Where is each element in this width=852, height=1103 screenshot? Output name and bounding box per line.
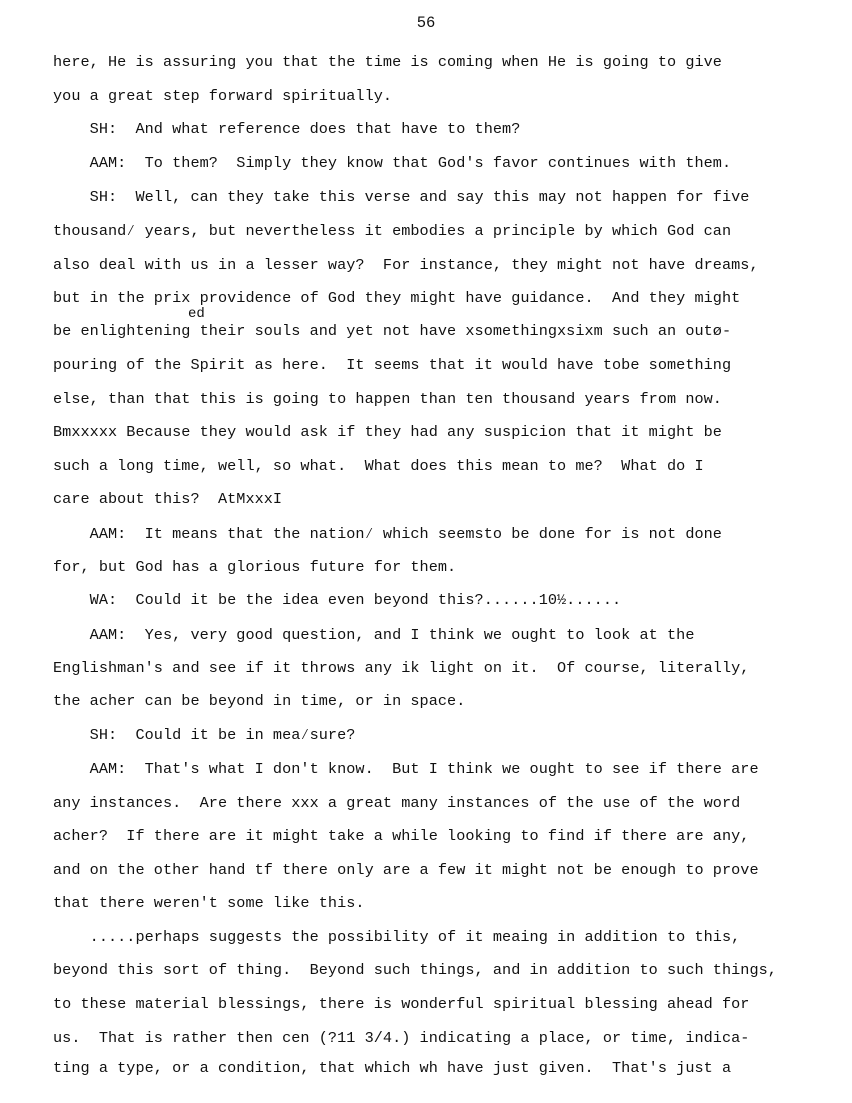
text-line: care about this? AtMxxxI xyxy=(53,490,283,508)
text-line: Englishman's and see if it throws any ik light on it. Of course, literally, xyxy=(53,659,750,677)
text-line: acher? If there are it might take a while looking to find if there are any, xyxy=(53,827,750,845)
text-line: the acher can be beyond in time, or in space. xyxy=(53,692,466,710)
text-line: for, but God has a glorious future for them. xyxy=(53,558,457,576)
text-line: AAM: To them? Simply they know that God's favor continues with them. xyxy=(53,154,732,172)
text-line: also deal with us in a lesser way? For instance, they might not have dreams, xyxy=(53,256,759,274)
text-line: SH: Well, can they take this verse and say this may not happen for five xyxy=(53,188,750,206)
text-line: .....perhaps suggests the possibility of it meaing in addition to this, xyxy=(53,928,741,946)
text-line: SH: Could it be in mea⁄sure? xyxy=(53,726,356,744)
text-line: and on the other hand tf there only are a few it might not be enough to prove xyxy=(53,861,759,879)
text-line: be enlightening their souls and yet not have xsomethingxsixm such an outø- xyxy=(53,322,732,340)
text-line: Bmxxxxx Because they would ask if they had any suspicion that it might be xyxy=(53,423,722,441)
text-line: you a great step forward spiritually. xyxy=(53,87,393,105)
text-line: pouring of the Spirit as here. It seems that it would have tobe something xyxy=(53,356,732,374)
text-line: ting a type, or a condition, that which wh have just given. That's just a xyxy=(53,1059,732,1077)
text-line: AAM: It means that the nation⁄ which seemsto be done for is not done xyxy=(53,525,722,543)
text-line: here, He is assuring you that the time is coming when He is going to give xyxy=(53,53,722,71)
text-line: but in the prix providence of God they might have guidance. And they might xyxy=(53,289,741,307)
text-line: us. That is rather then cen (?11 3/4.) indicating a place, or time, indica- xyxy=(53,1029,750,1047)
text-line: SH: And what reference does that have to them? xyxy=(53,120,521,138)
text-line: WA: Could it be the idea even beyond this?......10½...... xyxy=(53,591,622,609)
text-line: such a long time, well, so what. What does this mean to me? What do I xyxy=(53,457,704,475)
page-number: 56 xyxy=(416,14,436,32)
interlinear-insertion: ed xyxy=(188,306,205,322)
text-line: to these material blessings, there is wonderful spiritual blessing ahead for xyxy=(53,995,750,1013)
text-line: AAM: Yes, very good question, and I think we ought to look at the xyxy=(53,626,695,644)
text-line: AAM: That's what I don't know. But I think we ought to see if there are xyxy=(53,760,759,778)
text-line: else, than that this is going to happen than ten thousand years from now. xyxy=(53,390,722,408)
text-line: beyond this sort of thing. Beyond such things, and in addition to such things, xyxy=(53,961,777,979)
text-line: any instances. Are there xxx a great many instances of the use of the word xyxy=(53,794,741,812)
text-line: that there weren't some like this. xyxy=(53,894,365,912)
text-line: thousand⁄ years, but nevertheless it embodies a principle by which God can xyxy=(53,222,732,240)
